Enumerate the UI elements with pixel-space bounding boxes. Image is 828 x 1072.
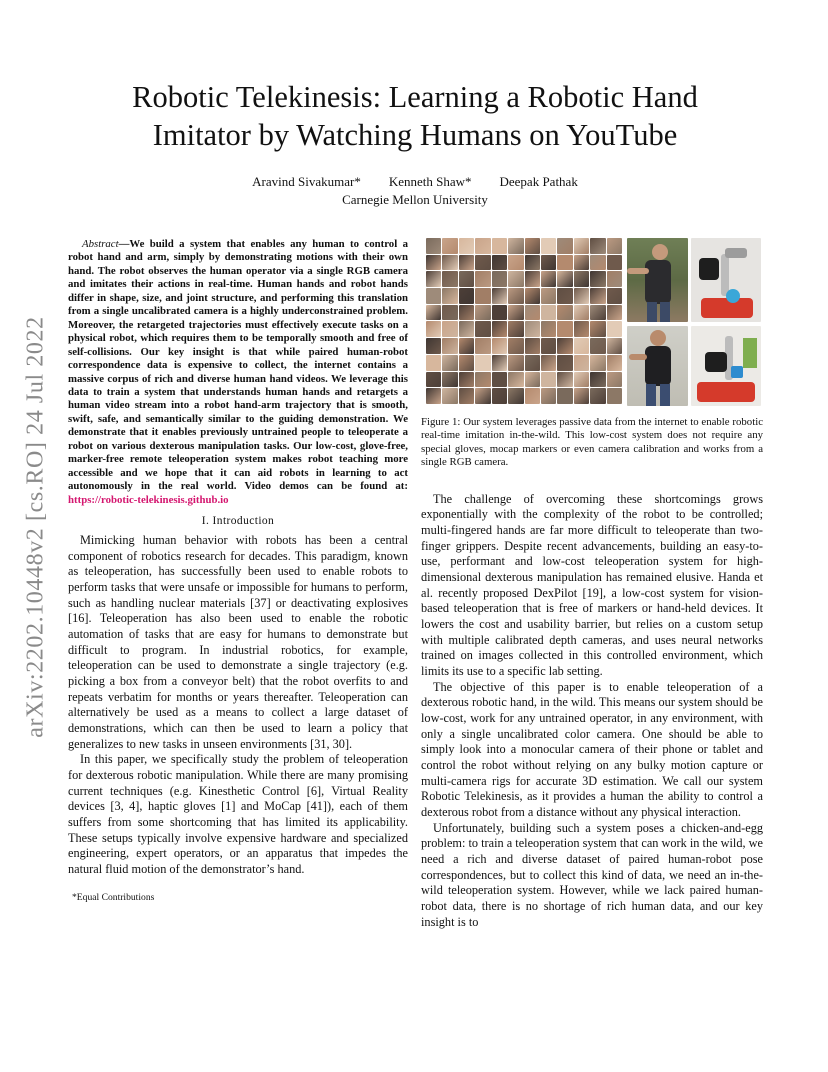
video-frame-tile — [459, 305, 474, 321]
video-frame-tile — [525, 338, 540, 354]
youtube-hand-video-montage — [426, 238, 622, 404]
robot-hand-photo-top — [691, 238, 761, 322]
video-frame-tile — [590, 388, 605, 404]
footnote: *Equal Contributions — [72, 891, 155, 903]
video-frame-tile — [541, 271, 556, 287]
video-frame-tile — [557, 338, 572, 354]
video-frame-tile — [557, 321, 572, 337]
video-frame-tile — [541, 388, 556, 404]
video-frame-tile — [492, 271, 507, 287]
video-frame-tile — [574, 305, 589, 321]
video-frame-tile — [426, 321, 441, 337]
video-frame-tile — [426, 388, 441, 404]
video-frame-tile — [541, 238, 556, 254]
video-frame-tile — [574, 255, 589, 271]
video-frame-tile — [442, 305, 457, 321]
human-operator-photo-bottom — [627, 326, 688, 406]
video-frame-tile — [557, 388, 572, 404]
video-frame-tile — [459, 321, 474, 337]
video-frame-tile — [426, 288, 441, 304]
video-frame-tile — [574, 288, 589, 304]
video-frame-tile — [590, 305, 605, 321]
video-frame-tile — [525, 238, 540, 254]
video-frame-tile — [525, 255, 540, 271]
video-frame-tile — [574, 238, 589, 254]
video-frame-tile — [475, 372, 490, 388]
video-frame-tile — [525, 321, 540, 337]
video-frame-tile — [459, 255, 474, 271]
body-paragraph: In this paper, we specifically study the problem of teleoperation for dexterous robotic manipulation. While there are many promising current techniques (e.g. Kinesthetic Control [6], Virtual Reality devices [3, 4], haptic gloves [1] and MoCap [41]), each of them suffers from some shortcoming that has limited its applicability. These setups typically involve expensive hardware and specialized engineering, expert operators, or an apparatus that impedes the natural fluid motion of the demonstrator’s hand. — [68, 752, 408, 876]
video-frame-tile — [541, 305, 556, 321]
video-frame-tile — [475, 321, 490, 337]
video-frame-tile — [508, 305, 523, 321]
video-frame-tile — [492, 255, 507, 271]
figure-1 — [421, 236, 763, 408]
video-frame-tile — [475, 271, 490, 287]
video-frame-tile — [442, 372, 457, 388]
video-frame-tile — [574, 372, 589, 388]
arxiv-identifier-stamp — [14, 292, 58, 762]
video-frame-tile — [475, 238, 490, 254]
video-frame-tile — [492, 288, 507, 304]
video-frame-tile — [574, 271, 589, 287]
video-frame-tile — [607, 255, 622, 271]
video-frame-tile — [607, 321, 622, 337]
video-frame-tile — [492, 321, 507, 337]
video-frame-tile — [590, 271, 605, 287]
video-frame-tile — [590, 338, 605, 354]
video-frame-tile — [525, 271, 540, 287]
video-frame-tile — [541, 338, 556, 354]
video-frame-tile — [442, 271, 457, 287]
project-link[interactable]: https://robotic-telekinesis.github.io — [68, 493, 229, 506]
video-frame-tile — [574, 355, 589, 371]
video-frame-tile — [442, 388, 457, 404]
video-frame-tile — [590, 321, 605, 337]
video-frame-tile — [508, 271, 523, 287]
video-frame-tile — [426, 355, 441, 371]
video-frame-tile — [557, 288, 572, 304]
abstract-text: —We build a system that enables any human to control a robot hand and arm, simply by demonstrating motions with their own hand. The robot observes the human operator via a single RGB camera and imitates their actions in real-time. Human hands and robot hands differ in shape, size, and joint structure, and performing this translation from a single uncalibrated camera is a highly underconstrained problem. Moreover, the retargeted trajectories must effectively execute tasks on a physical robot, which requires them to be temporally smooth and free of self-collisions. Our key insight is that while paired human-robot correspondence data is expensive to collect, the internet contains a massive corpus of rich and diverse human hand videos. We leverage this data to train a system that understands human hands and retargets a human video stream into a robot hand-arm trajectory that is smooth, swift, safe, and semantically similar to the guiding demonstration. We demonstrate that it enables previously untrained people to teleoperate a robot on various dexterous manipulation tasks. Our low-cost, glove-free, marker-free remote teleoperation system makes robot teaching more accessible and we hope that it can aid robots in learning to act autonomously in the real world. Video demos can be found at: — [68, 238, 408, 493]
video-frame-tile — [557, 372, 572, 388]
video-frame-tile — [459, 338, 474, 354]
video-frame-tile — [541, 355, 556, 371]
video-frame-tile — [508, 372, 523, 388]
video-frame-tile — [607, 388, 622, 404]
video-frame-tile — [442, 355, 457, 371]
abstract — [68, 238, 408, 507]
video-frame-tile — [607, 288, 622, 304]
body-paragraph: The challenge of overcoming these shortcomings grows exponentially with the complexity of the robot to be controlled; multi-fingered hands are far more difficult to teleoperate than two-finger grippers. Despite recent advancements, building an easy-to-use, performant and low-cost teleoperation system for high-dimensional dexterous manipulation has remained elusive. Handa et al. recently proposed DexPilot [19], a low-cost system for vision-based teleoperation that is free of markers or hand-held devices. It lowers the cost and usability barrier, but relies on a custom setup with multiple calibrated depth cameras, and uses neural networks trained on images collected in this controlled environment, which limits its use to a specific lab setting. — [421, 491, 763, 679]
video-frame-tile — [442, 321, 457, 337]
video-frame-tile — [475, 355, 490, 371]
video-frame-tile — [590, 238, 605, 254]
video-frame-tile — [492, 372, 507, 388]
video-frame-tile — [590, 355, 605, 371]
video-frame-tile — [426, 255, 441, 271]
figure-caption: Figure 1: Our system leverages passive data from the internet to enable robotic real-time imitation in-the-wild. This low-cost system does not require any special gloves, mocap markers or even camera calibration and works from a single RGB camera. — [421, 416, 763, 469]
video-frame-tile — [574, 388, 589, 404]
video-frame-tile — [508, 355, 523, 371]
video-frame-tile — [475, 288, 490, 304]
video-frame-tile — [607, 305, 622, 321]
video-frame-tile — [590, 288, 605, 304]
author-name: Aravind Sivakumar* — [252, 174, 361, 189]
author-block — [70, 173, 760, 209]
video-frame-tile — [459, 288, 474, 304]
title-line-1: Robotic Telekinesis: Learning a Robotic Hand — [132, 80, 698, 114]
video-frame-tile — [607, 271, 622, 287]
right-column — [421, 236, 763, 930]
video-frame-tile — [459, 355, 474, 371]
video-frame-tile — [475, 338, 490, 354]
body-paragraph: Unfortunately, building such a system poses a chicken-and-egg problem: to train a teleoperation system that can work in the wild, we need a rich and diverse dataset of paired human-robot pose correspondences, but to collect this kind of data, we need an in-the-wild teleoperation system. However, while we lack paired human-robot data, there is no shortage of rich human data, and our key insight is to — [421, 820, 763, 929]
video-frame-tile — [607, 355, 622, 371]
video-frame-tile — [525, 288, 540, 304]
video-frame-tile — [607, 238, 622, 254]
video-frame-tile — [557, 255, 572, 271]
video-frame-tile — [541, 255, 556, 271]
video-frame-tile — [492, 388, 507, 404]
video-frame-tile — [557, 355, 572, 371]
video-frame-tile — [574, 321, 589, 337]
video-frame-tile — [541, 372, 556, 388]
video-frame-tile — [508, 238, 523, 254]
author-name: Deepak Pathak — [499, 174, 578, 189]
video-frame-tile — [492, 338, 507, 354]
video-frame-tile — [607, 338, 622, 354]
arxiv-identifier: arXiv:2202.10448v2 [cs.RO] 24 Jul 2022 — [22, 316, 49, 738]
video-frame-tile — [508, 388, 523, 404]
video-frame-tile — [459, 271, 474, 287]
video-frame-tile — [459, 238, 474, 254]
robot-hand-photo-bottom — [691, 326, 761, 406]
video-frame-tile — [590, 372, 605, 388]
video-frame-tile — [442, 255, 457, 271]
video-frame-tile — [475, 255, 490, 271]
video-frame-tile — [508, 255, 523, 271]
video-frame-tile — [475, 305, 490, 321]
video-frame-tile — [442, 338, 457, 354]
video-frame-tile — [459, 372, 474, 388]
video-frame-tile — [426, 271, 441, 287]
video-frame-tile — [557, 238, 572, 254]
video-frame-tile — [557, 305, 572, 321]
video-frame-tile — [426, 372, 441, 388]
video-frame-tile — [492, 238, 507, 254]
paper-title — [70, 78, 760, 154]
video-frame-tile — [492, 355, 507, 371]
video-frame-tile — [426, 305, 441, 321]
video-frame-tile — [508, 338, 523, 354]
video-frame-tile — [442, 288, 457, 304]
video-frame-tile — [574, 338, 589, 354]
video-frame-tile — [426, 238, 441, 254]
video-frame-tile — [541, 288, 556, 304]
video-frame-tile — [525, 355, 540, 371]
video-frame-tile — [525, 372, 540, 388]
video-frame-tile — [426, 338, 441, 354]
body-paragraph: The objective of this paper is to enable teleoperation of a dexterous robotic hand, in the wild. This means our system should be low-cost, work for any untrained operator, in any environment, with only a single uncalibrated color camera. One should be able to simply look into a monocular camera of their phone or tablet and control the robot without relying on any bulky motion capture or multi-camera rigs for accurate 3D estimation. We call our system Robotic Telekinesis, as it provides a human the ability to control a dexterous robot from a distance without any physical interaction. — [421, 679, 763, 819]
video-frame-tile — [607, 372, 622, 388]
video-frame-tile — [475, 388, 490, 404]
video-frame-tile — [557, 271, 572, 287]
video-frame-tile — [525, 305, 540, 321]
video-frame-tile — [590, 255, 605, 271]
video-frame-tile — [508, 288, 523, 304]
video-frame-tile — [508, 321, 523, 337]
video-frame-tile — [541, 321, 556, 337]
title-line-2: Imitator by Watching Humans on YouTube — [152, 118, 678, 152]
affiliation: Carnegie Mellon University — [342, 192, 488, 207]
video-frame-tile — [525, 388, 540, 404]
author-name: Kenneth Shaw* — [388, 174, 472, 189]
human-operator-photo-top — [627, 238, 688, 322]
left-column — [68, 238, 408, 903]
video-frame-tile — [492, 305, 507, 321]
body-paragraph: Mimicking human behavior with robots has been a central component of robotics research for decades. This paradigm, known as teleoperation, has successfully been used to enable robots to perform tasks that were unsafe or impossible for humans to perform, such as handling nuclear materials [37] or deactivating explosives [16]. Teleoperation has also been used to enable the robotic automation of tasks that are easy for humans to demonstrate but difficult to program. In industrial robotics, for example, teleoperation can be used to demonstrate a single trajectory (e.g. picking a box from a conveyor belt) that the robot overfits to and repeats verbatim for months or years thereafter. Teleoperation can alternatively be used as a means to collect a large dataset of demonstrations, which can then be used to learn a policy that generalizes to new tasks in unseen environments [31, 30]. — [68, 533, 408, 751]
video-frame-tile — [442, 238, 457, 254]
section-heading: I. Introduction — [201, 515, 275, 528]
abstract-label: Abstract — [82, 238, 119, 250]
video-frame-tile — [459, 388, 474, 404]
